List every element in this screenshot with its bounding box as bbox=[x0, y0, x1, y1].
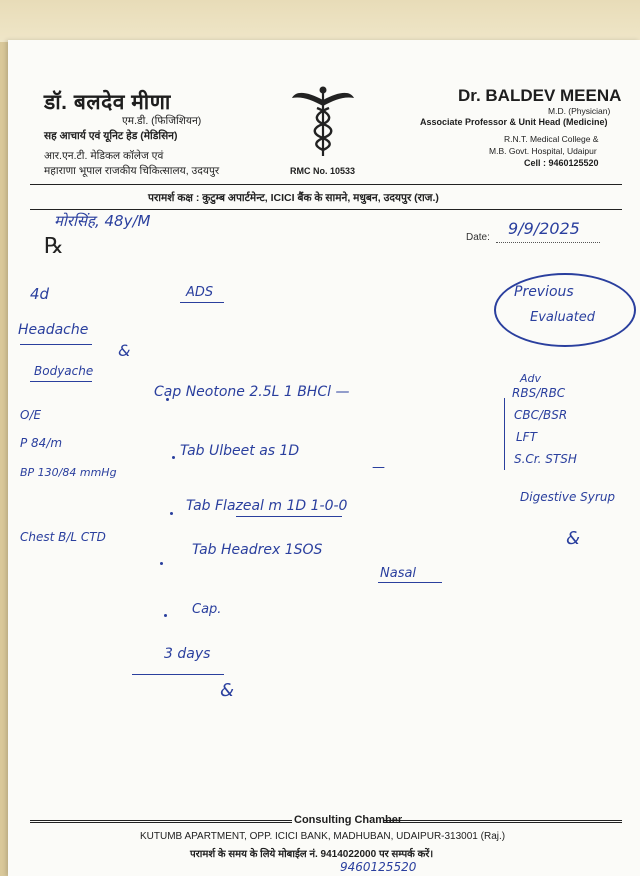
advice-signature: & bbox=[566, 528, 581, 549]
advice-item-3: LFT bbox=[516, 430, 537, 444]
advice-label: Adv bbox=[520, 372, 542, 385]
medicine-3: Tab Flazeal m 1D 1-0-0 bbox=[186, 498, 348, 514]
cell-number: Cell : 9460125520 bbox=[524, 158, 599, 168]
hospital-hindi: महाराणा भूपाल राजकीय चिकित्सालय, उदयपुर bbox=[44, 165, 220, 177]
consulting-room-hindi: परामर्श कक्ष : कुटुम्ब अपार्टमेन्ट, ICICI बैंक के सामने, मधुबन, उदयपुर (राज.) bbox=[148, 192, 439, 204]
date-line bbox=[496, 242, 600, 243]
bullet bbox=[164, 614, 167, 617]
advice-extra: Digestive Syrup bbox=[520, 490, 616, 504]
review-days: 3 days bbox=[164, 646, 211, 662]
advice-bracket bbox=[504, 398, 505, 470]
college-english: R.N.T. Medical College & bbox=[504, 134, 599, 144]
complaint-bodyache: Bodyache bbox=[34, 364, 94, 378]
rx-symbol: ℞ bbox=[44, 234, 64, 259]
complaint-duration: 4d bbox=[30, 285, 50, 303]
examination-label: O/E bbox=[20, 408, 42, 422]
hospital-english: M.B. Govt. Hospital, Udaipur bbox=[489, 146, 597, 156]
ads-note: ADS bbox=[186, 285, 214, 300]
doctor-name-english: Dr. BALDEV MEENA bbox=[458, 86, 622, 105]
chest-exam: Chest B/L CTD bbox=[20, 530, 106, 544]
title-hindi: सह आचार्य एवं यूनिट हेड (मेडिसिन) bbox=[44, 130, 178, 142]
qualification-hindi: एम.डी. (फिजिशियन) bbox=[122, 115, 202, 127]
paper-backdrop bbox=[0, 0, 640, 42]
ampersand: & bbox=[118, 341, 131, 360]
underline bbox=[20, 344, 92, 345]
underline bbox=[132, 674, 224, 675]
medicine-2: Tab Ulbeet as 1D bbox=[180, 443, 300, 459]
bullet bbox=[160, 562, 163, 565]
medicine-note: Nasal bbox=[380, 566, 417, 581]
advice-item-4: S.Cr. STSH bbox=[514, 452, 577, 466]
medicine-4: Tab Headrex 1SOS bbox=[192, 542, 323, 558]
doctor-name-hindi: डॉ. बलदेव मीणा bbox=[44, 91, 171, 114]
footer-contact-hindi: परामर्श के समय के लिये मोबाईल नं. 9414022000 पर सम्पर्क करें। bbox=[190, 849, 434, 860]
medicine-1: Cap Neotone 2.5L 1 BHCl — bbox=[154, 384, 350, 400]
dose-dash: — bbox=[372, 460, 385, 475]
note-previous: Previous bbox=[514, 284, 574, 300]
underline bbox=[30, 381, 92, 382]
date-value: 9/9/2025 bbox=[508, 219, 580, 238]
signature-mark: & bbox=[220, 680, 235, 701]
footer-address: KUTUMB APARTMENT, OPP. ICICI BANK, MADHUBAN, UDAIPUR-313001 (Raj.) bbox=[140, 831, 506, 842]
handwritten-phone: 9460125520 bbox=[340, 860, 417, 874]
bullet bbox=[172, 456, 175, 459]
rmc-number: RMC No. 10533 bbox=[290, 166, 356, 176]
caduceus-icon bbox=[290, 84, 356, 160]
advice-item-2: CBC/BSR bbox=[514, 408, 568, 422]
date-label: Date: bbox=[466, 232, 490, 243]
underline bbox=[236, 516, 342, 517]
bullet bbox=[170, 512, 173, 515]
header-rule-2 bbox=[30, 209, 622, 210]
patient-name: मोरसिंह, 48y/M bbox=[54, 212, 151, 230]
college-hindi: आर.एन.टी. मेडिकल कॉलेज एवं bbox=[44, 150, 164, 162]
header-rule bbox=[30, 184, 622, 185]
note-evaluated: Evaluated bbox=[530, 310, 596, 325]
complaint-headache: Headache bbox=[18, 322, 89, 338]
advice-item-1: RBS/RBC bbox=[512, 386, 566, 400]
qualification-english: M.D. (Physician) bbox=[548, 106, 611, 116]
underline bbox=[378, 582, 442, 583]
underline bbox=[180, 302, 224, 303]
title-english: Associate Professor & Unit Head (Medicine) bbox=[420, 117, 608, 127]
consulting-chamber-label: Consulting Chamber bbox=[294, 814, 403, 826]
blood-pressure: BP 130/84 mmHg bbox=[20, 466, 117, 479]
pulse: P 84/m bbox=[20, 436, 63, 450]
footer-rule-right bbox=[384, 820, 622, 823]
caps-line: Cap. bbox=[192, 602, 222, 617]
footer-rule-left bbox=[30, 820, 292, 823]
